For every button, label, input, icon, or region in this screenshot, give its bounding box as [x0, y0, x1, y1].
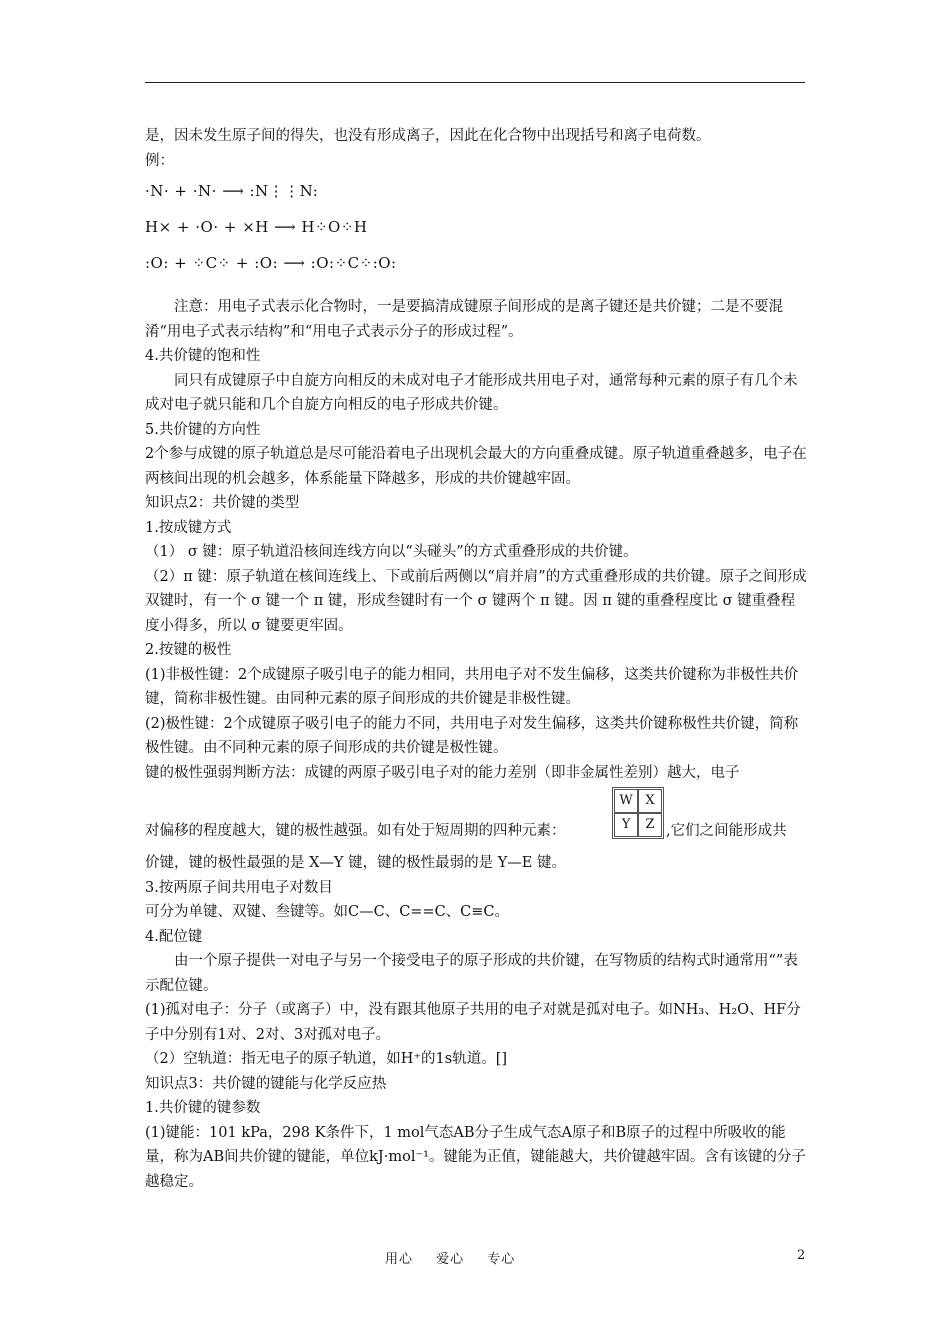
bond-energy-paragraph: (1)键能：101 kPa，298 K条件下，1 mol气态AB分子生成气态A原子和B原子的过程中所吸收的能量，称为AB间共价键的键能，单位kJ·mol⁻¹。键能为正值，键能越大，共价键越牢固。含有该键的分子越稳定。 — [145, 1124, 806, 1190]
element-grid — [612, 787, 664, 839]
judge-line-2-after: ,它们之间能形成共 — [666, 823, 787, 839]
page-number: 2 — [797, 1248, 806, 1263]
electron-equation-1: ·N· + ·N· ⟶ :N⋮⋮N: — [145, 182, 319, 200]
electron-equation-2: H× + ·O· + ×H ⟶ H⁘O⁘H — [145, 218, 368, 236]
judge-line-3: 价键，键的极性最强的是 X—Y 键，键的极性最弱的是 Y—E 键。 — [145, 855, 566, 871]
nonpolar-bond: (1)非极性键：2个成键原子吸引电子的能力相同，共用电子对不发生偏移，这类共价键称为非极性共价键，简称非极性键。由同种元素的原子间形成的共价键是非极性键。 — [145, 666, 799, 707]
coordinate-bond-paragraph: 由一个原子提供一对电子与另一个接受电子的原子形成的共价键，在写物质的结构式时通常用“”表示配位键。 — [145, 953, 798, 994]
sigma-bond: （1） σ 键：原子轨道沿核间连线方向以“头碰头”的方式重叠形成的共价键。 — [145, 544, 638, 560]
grid-cell: X — [638, 789, 662, 813]
electron-equation-3: :O: + ⁘C⁘ + :O: ⟶ :O:⁘C⁘:O: — [145, 254, 397, 272]
heading-pair-count: 3.按两原子间共用电子对数目 — [145, 879, 333, 896]
text-line: 是，因未发生原子间的得失，也没有形成离子，因此在化合物中出现括号和离子电荷数。 — [145, 128, 711, 144]
heading-polarity: 2.按键的极性 — [145, 642, 232, 658]
heading-bond-method: 1.按成键方式 — [145, 519, 232, 536]
footer-motto: 用心 爱心 专心 — [385, 1252, 516, 1267]
header-rule — [145, 82, 805, 83]
grid-cell: W — [614, 789, 638, 813]
knowledge-point-3: 知识点3：共价键的键能与化学反应热 — [145, 1075, 387, 1092]
heading-bond-parameters: 1.共价键的键参数 — [145, 1100, 261, 1116]
element-grid-line — [145, 787, 807, 847]
heading-saturation: 4.共价键的饱和性 — [145, 348, 261, 364]
saturation-paragraph: 同只有成键原子中自旋方向相反的未成对电子才能形成共用电子对，通常每种元素的原子有几个未成对电子就只能和几个自旋方向相反的电子形成共价键。 — [145, 372, 798, 413]
knowledge-point-2: 知识点2：共价键的类型 — [145, 495, 300, 511]
grid-cell: Z — [638, 813, 662, 837]
pair-count-paragraph: 可分为单键、双键、叁键等。如C—C、C==C、C≡C。 — [145, 904, 510, 920]
grid-cell: Y — [614, 813, 638, 837]
empty-orbital-paragraph: （2）空轨道：指无电子的原子轨道，如H⁺的1s轨道。[] — [145, 1051, 508, 1067]
polarity-judge: 键的极性强弱判断方法：成键的两原子吸引电子对的能力差别（即非金属性差别）越大，电子 — [145, 764, 740, 781]
heading-coordinate-bond: 4.配位键 — [145, 928, 203, 945]
page-content — [145, 124, 807, 1194]
lone-pair-paragraph: (1)孤对电子：分子（或离子）中，没有跟其他原子共用的电子对就是孤对电子。如NH₃、H₂O、HF分子中分别有1对、2对、3对孤对电子。 — [145, 1002, 801, 1043]
text-line: 例： — [145, 152, 174, 169]
heading-direction: 5.共价键的方向性 — [145, 421, 261, 438]
polar-bond: (2)极性键：2个成键原子吸引电子的能力不同，共用电子对发生偏移，这类共价键称极性共价键，简称极性键。由不同种元素的原子间形成的共价键是极性键。 — [145, 715, 799, 756]
note-paragraph: 注意：用电子式表示化合物时，一是要搞清成键原子间形成的是离子键还是共价键；二是不要混淆“用电子式表示结构”和“用电子式表示分子的形成过程”。 — [145, 299, 783, 340]
pi-bond: （2）π 键：原子轨道在核间连线上、下或前后两侧以“肩并肩”的方式重叠形成的共价键。原子之间形成双键时，有一个 σ 键一个 π 键，形成叁键时有一个 σ 键两个 π 键。因 π 键的重叠程度比 σ 键重叠程度小得多，所以 σ 键要更牢固。 — [145, 568, 807, 634]
judge-line-2: 对偏移的程度越大，键的极性越强。如有处于短周期的四种元素： — [145, 823, 566, 839]
direction-paragraph: 2个参与成键的原子轨道总是尽可能沿着电子出现机会最大的方向重叠成键。原子轨道重叠越多，电子在两核间出现的机会越多，体系能量下降越多，形成的共价键越牢固。 — [145, 446, 807, 487]
